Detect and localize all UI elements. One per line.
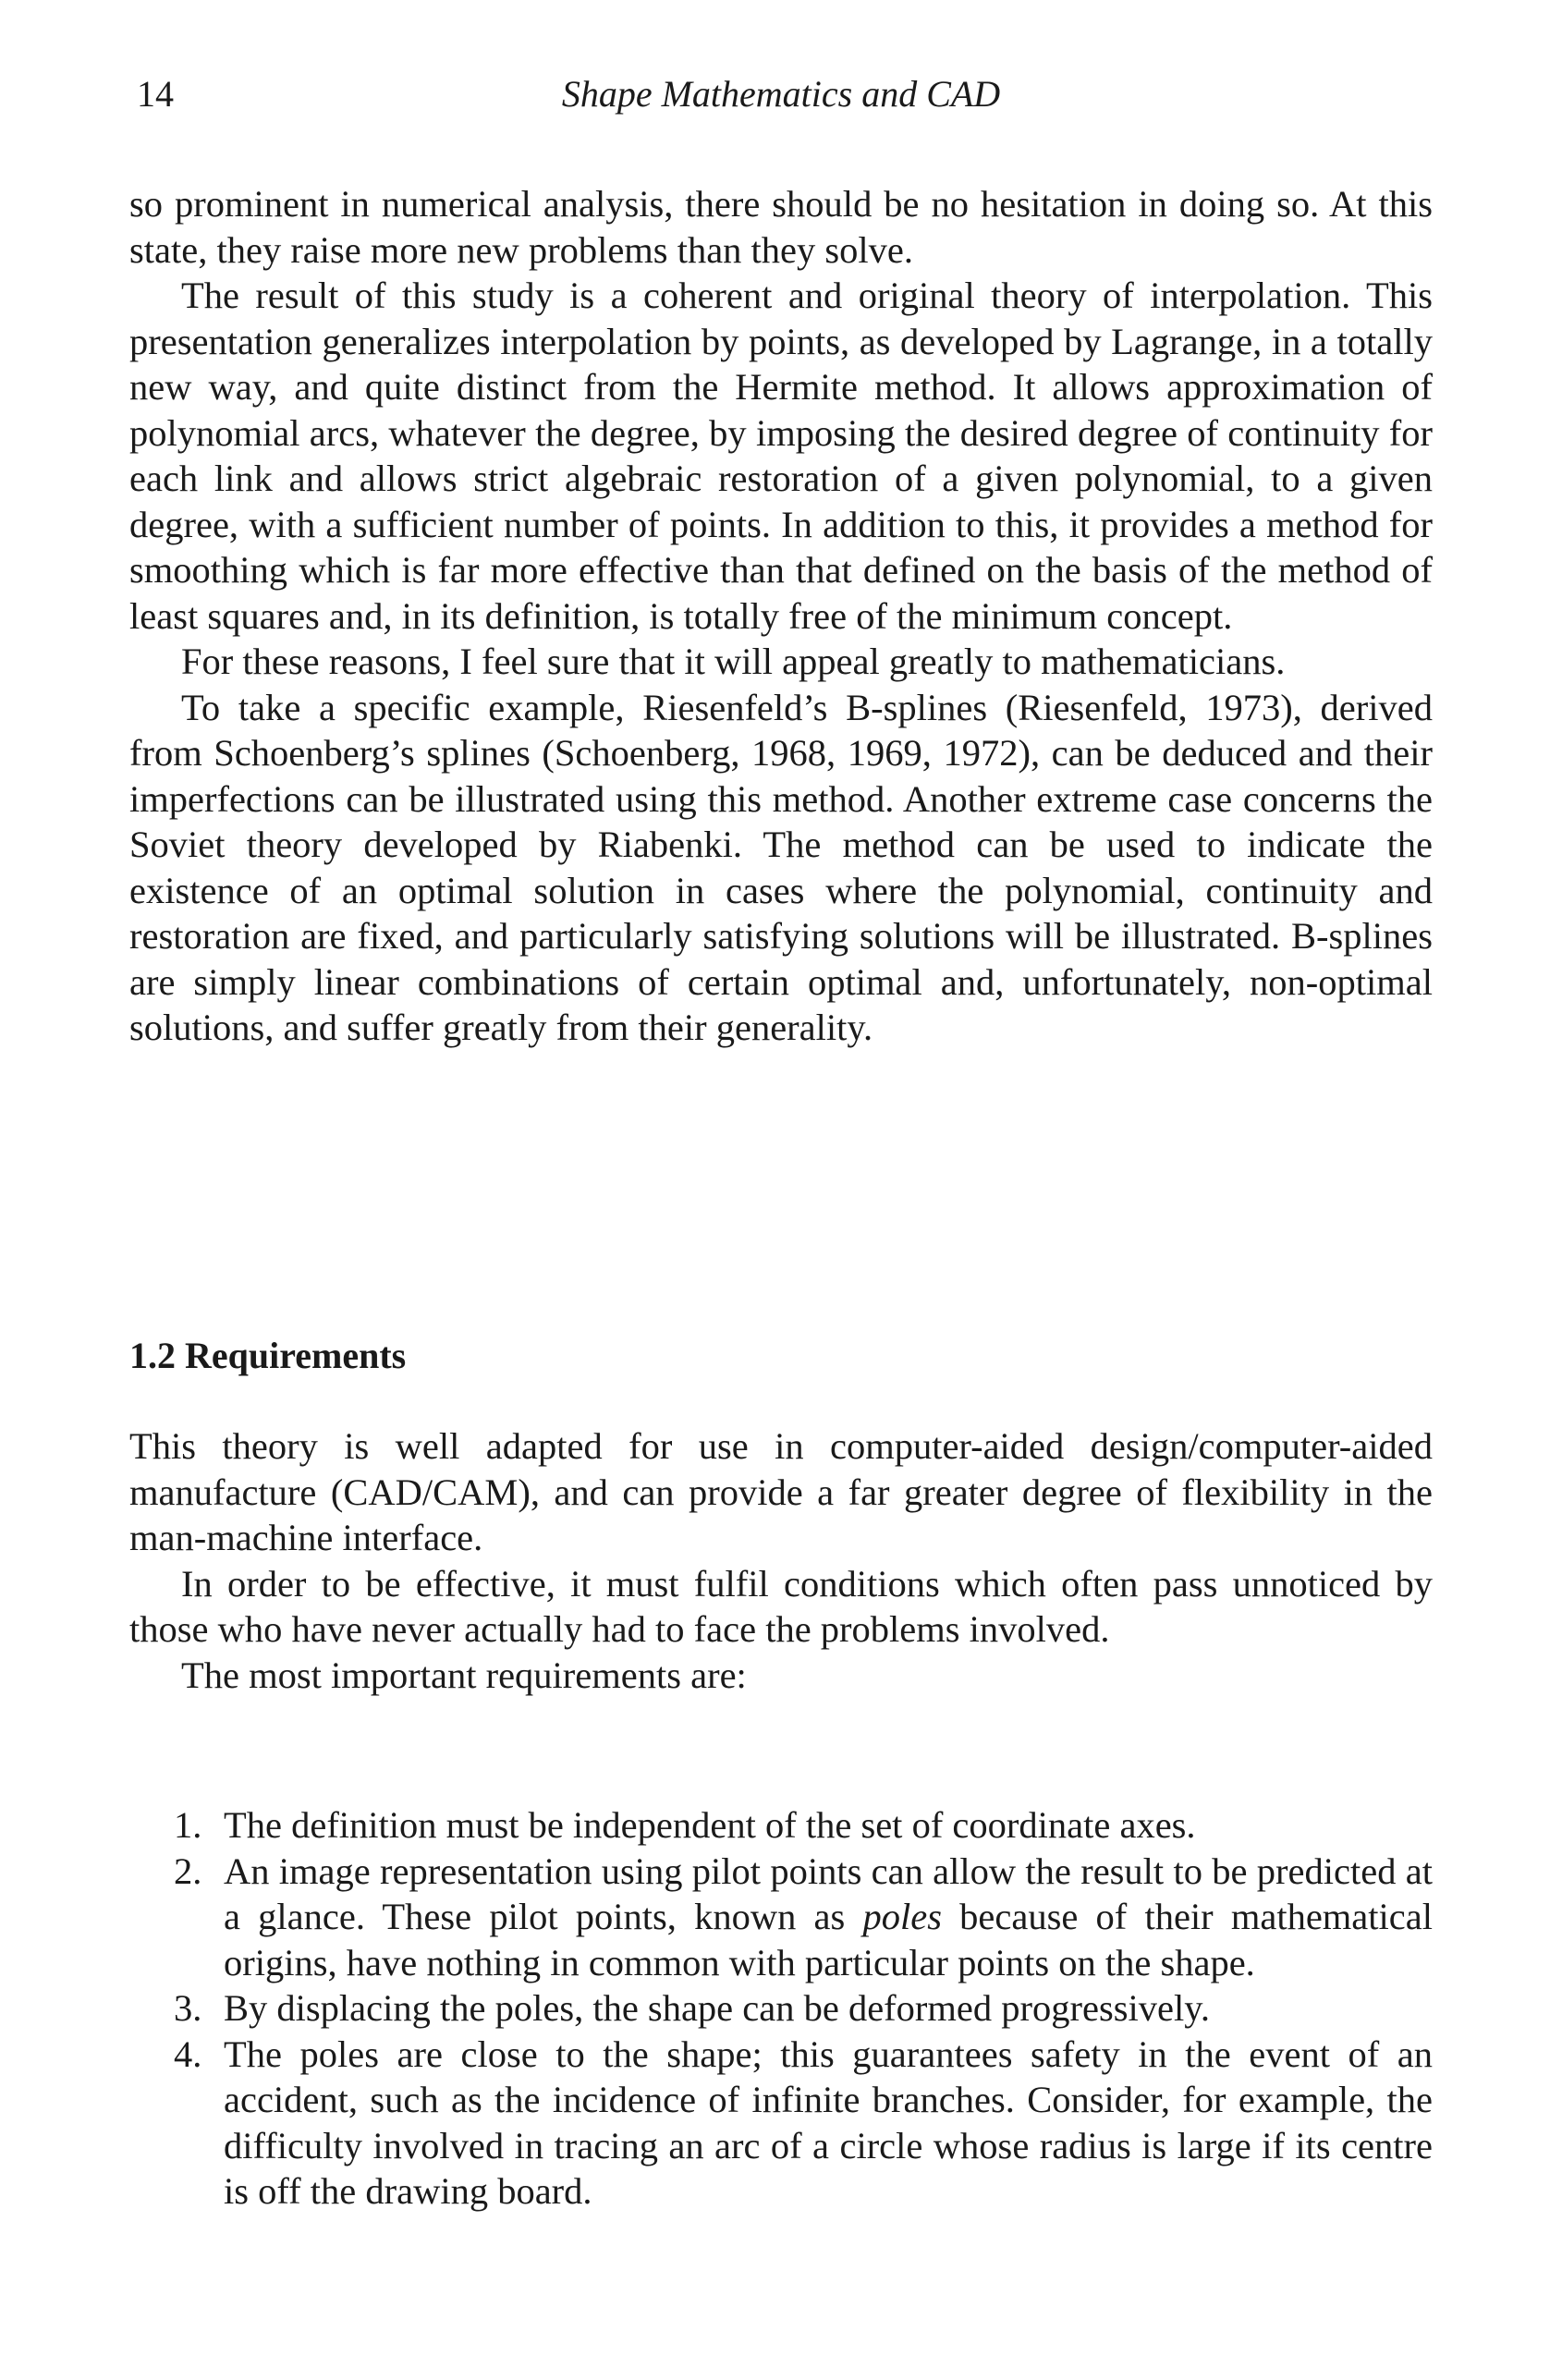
paragraph-list-lead: The most important requirements are: [181,1654,747,1696]
emphasis-poles: poles [862,1896,942,1937]
paragraph-effective: In order to be effective, it must fulfil conditions which often pass unnoticed by those who have never actually had to face the problems involved. [129,1562,1433,1650]
paragraph-cad-cam: This theory is well adapted for use in computer-aided design/computer-aided manufacture (CAD/CAM), and can provide a far greater degree of flexibility in the man-machine interface. [129,1425,1433,1558]
list-item-number: 2. [174,1849,202,1892]
paragraph-continuation: so prominent in numerical analysis, there should be no hesitation in doing so. At this state, they raise more new problems than they solve. [129,183,1433,271]
list-item-text: because of their mathematical origins, have nothing in common with particular points on the shape. [224,1896,1433,1983]
running-title: Shape Mathematics and CAD [561,73,1001,115]
list-item-text: The definition must be independent of the set of coordinate axes. [224,1804,1196,1846]
paragraph-mathematicians: For these reasons, I feel sure that it will appeal greatly to mathematicians. [181,641,1286,682]
running-head [129,72,1433,128]
list-item [129,1849,1433,1986]
list-item-number: 4. [174,2032,202,2075]
list-item-text: By displacing the poles, the shape can be deformed progressively. [224,1987,1210,2029]
list-item [129,2032,1433,2215]
page-number: 14 [137,73,174,115]
list-item [129,1802,1433,1849]
section-heading: 1.2 Requirements [129,1335,407,1376]
list-item-text: The poles are close to the shape; this guarantees safety in the event of an accident, such as the incidence of infinite branches. Consider, for example, the difficulty involved in tracing an arc of a circle whose radius is large if its centre is off the drawing board. [224,2032,1433,2212]
requirements-intro [129,1423,1433,1698]
paragraph-b-splines: To take a specific example, Riesenfeld’s B-splines (Riesenfeld, 1973), derived from Schoenberg’s splines (Schoenberg, 1968, 1969, 1972), can be deduced and their imperfections can be illustrated using this method. Another extreme case concerns the Soviet theory developed by Riabenki. The method can be used to indicate the existence of an optimal solution in cases where the polynomial, continuity and restoration are fixed, and particularly satisfying solutions will be illustrated. B-splines are simply linear combinations of certain optimal and, unfortunately, non-optimal solutions, and suffer greatly from their generality. [129,686,1433,1048]
list-item-text: An image representation using pilot points can allow the result to be predicted at a glance. These pilot points, known as [224,1849,1433,1937]
body-text [129,181,1433,1051]
paragraph-theory: The result of this study is a coherent and original theory of interpolation. This presentation generalizes interpolation by points, as developed by Lagrange, in a totally new way, and quite distinct from the Hermite method. It allows approximation of polynomial arcs, whatever the degree, by imposing the desired degree of continuity for each link and allows strict algebraic restoration of a given polynomial, to a given degree, with a sufficient number of points. In addition to this, it provides a method for smoothing which is far more effective than that defined on the basis of the method of least squares and, in its definition, is totally free of the minimum concept. [129,275,1433,637]
list-item-number: 3. [174,1987,202,2029]
list-item-number: 1. [174,1804,202,1846]
requirements-list [129,1802,1433,2215]
list-item [129,1985,1433,2032]
